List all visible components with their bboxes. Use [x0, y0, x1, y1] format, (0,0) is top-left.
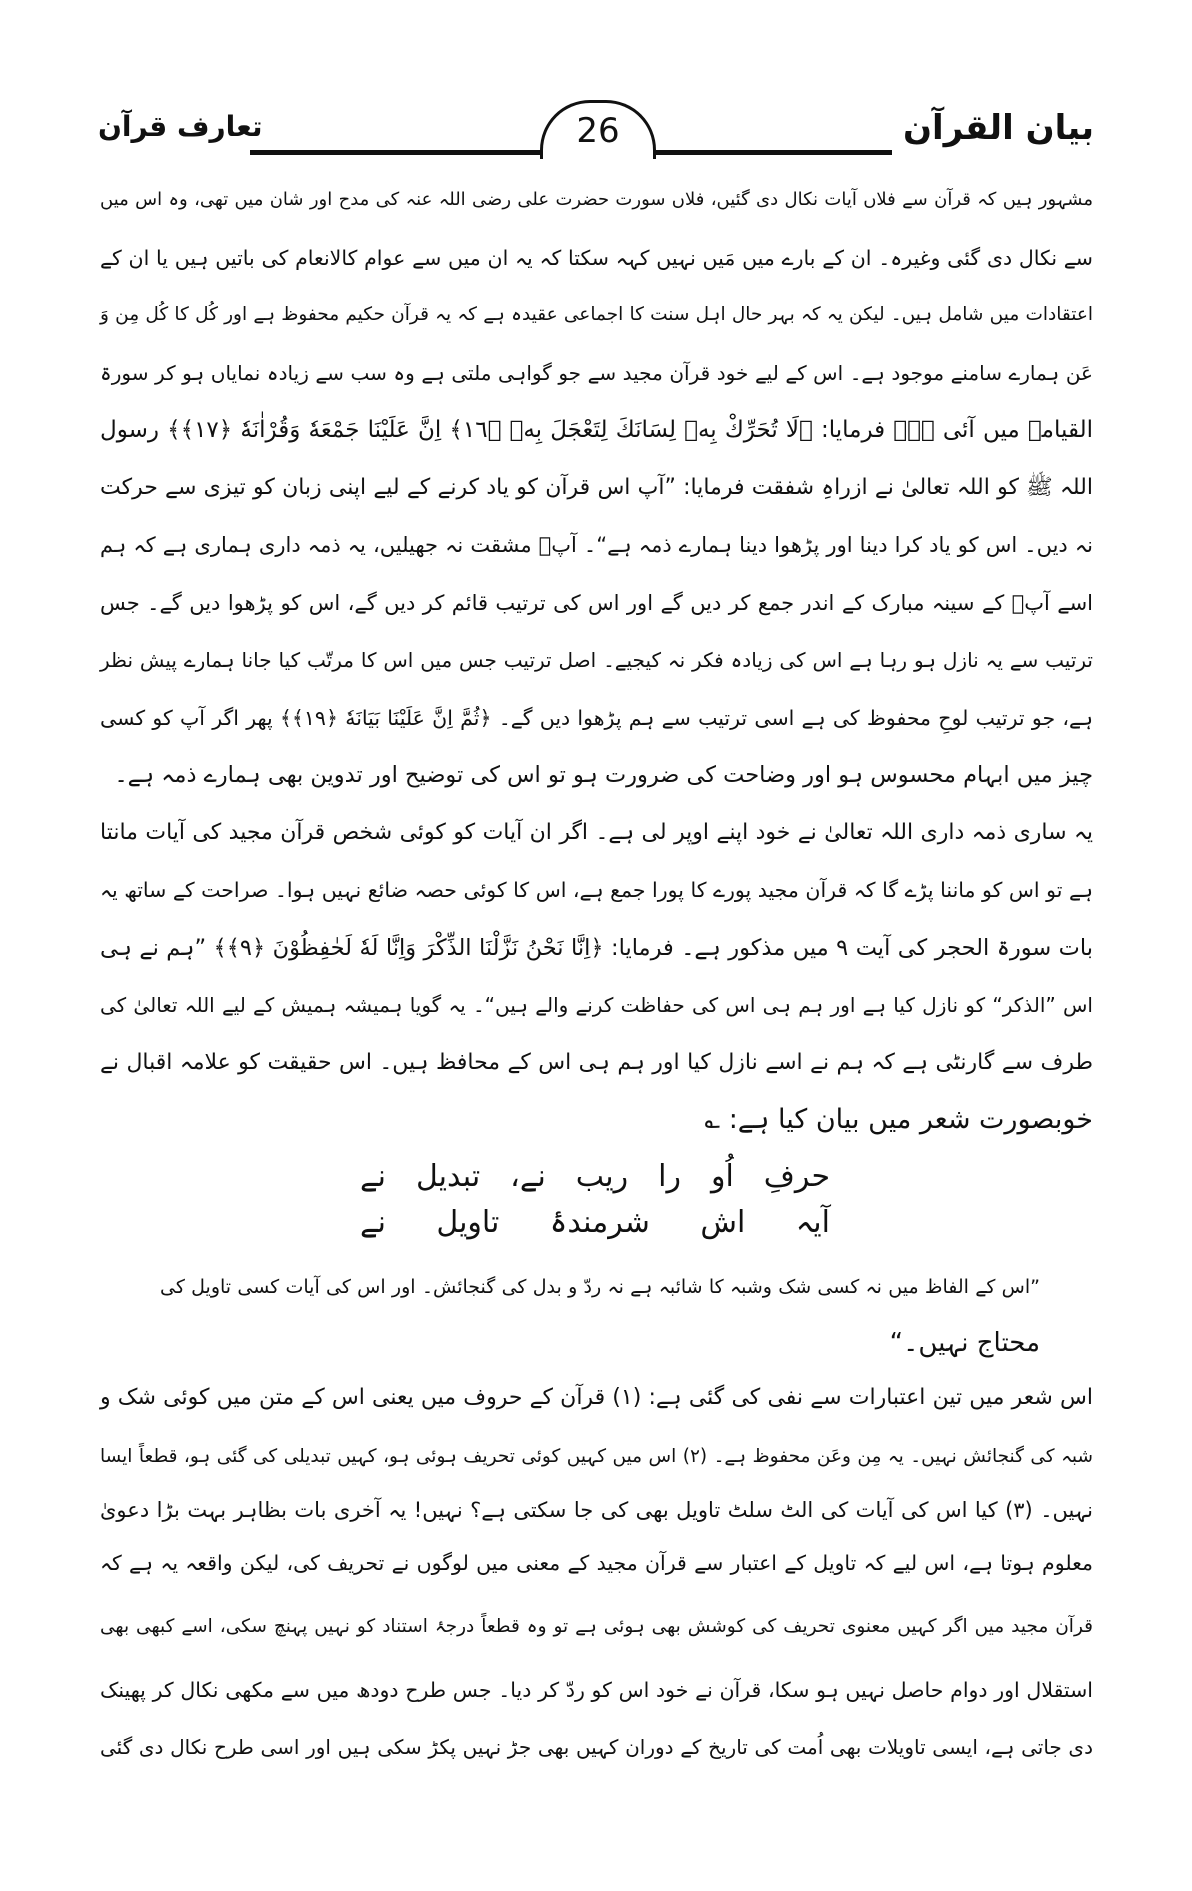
text-line: اسے آپؐ کے سینہ مبارک کے اندر جمع کر دیں گے اور اس کی ترتیب قائم کر دیں گے، اس کو پڑھوا دیں گے۔ جس	[100, 590, 1093, 615]
text-line: دی جاتی ہے، ایسی تاویلات بھی اُمت کی تاریخ کے دوران کہیں بھی جڑ نہیں پکڑ سکی ہیں اور اسی طرح نکال دی گئی	[100, 1735, 1093, 1759]
text-line: استقلال اور دوام حاصل نہیں ہو سکا، قرآن نے خود اس کو ردّ کر دیا۔ جس طرح دودھ میں سے مکھی نکال کر پھینک	[100, 1678, 1093, 1702]
text-line: ترتیب سے یہ نازل ہو رہا ہے اس کی زیادہ فکر نہ کیجیے۔ اصل ترتیب جس میں اس کا مرتّب کیا جانا ہمارے پیش نظر	[100, 648, 1093, 672]
header-rule-left	[250, 150, 542, 155]
couplet-line: آیہ اش شرمندۂ تاویل نے	[360, 1205, 830, 1240]
text-line: بات سورۃ الحجر کی آیت ۹ میں مذکور ہے۔ فرمایا: ﴿اِنَّا نَحْنُ نَزَّلْنَا الذِّكْرَ وَاِنَّا لَهٗ لَحٰفِظُوْنَ ﴿٩﴾﴾ ”ہم نے ہی	[100, 934, 1093, 961]
text-line: قرآن مجید میں اگر کہیں معنوی تحریف کی کوشش بھی ہوئی ہے تو وہ قطعاً درجۂ استناد کو نہیں پہنچ سکی، اسے کبھی بھی	[100, 1616, 1093, 1637]
translation-line: ”اس کے الفاظ میں نہ کسی شک وشبہ کا شائبہ ہے نہ ردّ و بدل کی گنجائش۔ اور اس کی آیات کسی تاویل کی	[160, 1276, 1040, 1298]
text-line: طرف سے گارنٹی ہے کہ ہم نے اسے نازل کیا اور ہم ہی اس کے محافظ ہیں۔ اس حقیقت کو علامہ اقبال نے	[100, 1049, 1093, 1075]
text-line: اعتقادات میں شامل ہیں۔ لیکن یہ کہ بہر حال اہل سنت کا اجماعی عقیدہ ہے کہ یہ قرآن حکیم محفوظ ہے اور کُل کا کُل مِن وَ	[100, 304, 1093, 325]
header-rule-right	[650, 150, 892, 155]
text-line: چیز میں ابہام محسوس ہو اور وضاحت کی ضرورت ہو تو اس کی توضیح اور تدوین بھی ہمارے ذمہ ہے۔	[114, 762, 1093, 788]
text-line: سے نکال دی گئی وغیرہ۔ ان کے بارے میں مَیں نہیں کہہ سکتا کہ یہ ان میں سے عوام کالانعام کی باتیں ہیں یا ان کے	[100, 245, 1093, 270]
text-line: اس ”الذکر“ کو نازل کیا ہے اور ہم ہی اس کی حفاظت کرنے والے ہیں“۔ یہ گویا ہمیشہ ہمیش کے لیے اللہ تعالیٰ کی	[100, 993, 1093, 1017]
page-number: 26	[540, 100, 656, 159]
text-line: اللہ ﷺ کو اللہ تعالیٰ نے ازراہِ شفقت فرمایا: ”آپ اس قرآن کو یاد کرنے کے لیے اپنی زبان کو تیزی سے حرکت	[100, 474, 1093, 500]
text-line: ہے تو اس کو ماننا پڑے گا کہ قرآن مجید پورے کا پورا جمع ہے، اس کا کوئی حصہ ضائع نہیں ہوا۔ صراحت کے ساتھ یہ	[100, 878, 1093, 902]
text-line: شبہ کی گنجائش نہیں۔ یہ مِن وعَن محفوظ ہے۔ (۲) اس میں کہیں کوئی تحریف ہوئی ہو، کہیں تبدیلی کی گئی ہو، قطعاً ایسا	[100, 1446, 1093, 1467]
text-line: نہیں۔ (۳) کیا اس کی آیات کی الٹ سلٹ تاویل بھی کی جا سکتی ہے؟ نہیں! یہ آخری بات بظاہر بہت بڑا دعویٰ	[100, 1498, 1093, 1522]
text-line: معلوم ہوتا ہے، اس لیے کہ تاویل کے اعتبار سے قرآن مجید کے معنی میں لوگوں نے تحریف کی، لیکن واقعہ یہ ہے کہ	[100, 1551, 1093, 1575]
text-line: اس شعر میں تین اعتبارات سے نفی کی گئی ہے: (۱) قرآن کے حروف میں یعنی اس کے متن میں کوئی شک و	[100, 1385, 1093, 1410]
section-title: تعارف قرآن	[98, 110, 263, 143]
text-line: عَن ہمارے سامنے موجود ہے۔ اس کے لیے خود قرآن مجید سے جو گواہی ملتی ہے وہ سب سے زیادہ نمایاں ہو کر سورۃ	[100, 360, 1093, 385]
text-line: یہ ساری ذمہ داری اللہ تعالیٰ نے خود اپنے اوپر لی ہے۔ اگر ان آیات کو کوئی شخص قرآن مجید کی آیات مانتا	[100, 819, 1093, 845]
text-line: القیامہ میں آئی ہے۔ فرمایا: ﴿لَا تُحَرِّكْ بِهٖ لِسَانَكَ لِتَعْجَلَ بِهٖ ﴿١٦﴾ اِنَّ عَلَيْنَا جَمْعَهٗ وَقُرْاٰنَهٗ ﴿١٧﴾﴾ رسول	[100, 417, 1093, 443]
book-title: بیان القرآن	[903, 108, 1094, 148]
translation-line: محتاج نہیں۔“	[889, 1328, 1040, 1358]
couplet-line: حرفِ اُو را ریب نے، تبدیل نے	[360, 1159, 830, 1194]
text-line: خوبصورت شعر میں بیان کیا ہے: ؎	[704, 1104, 1093, 1135]
text-line: نہ دیں۔ اس کو یاد کرا دینا اور پڑھوا دینا ہمارے ذمہ ہے“۔ آپؐ مشقت نہ جھیلیں، یہ ذمہ داری ہماری ہے کہ ہم	[100, 533, 1093, 557]
text-line: ہے، جو ترتیب لوحِ محفوظ کی ہے اسی ترتیب سے ہم پڑھوا دیں گے۔ ﴿ثُمَّ اِنَّ عَلَيْنَا بَيَانَهٗ ﴿١٩﴾﴾ پھر اگر آپ کو کسی	[100, 705, 1093, 730]
text-line: مشہور ہیں کہ قرآن سے فلاں آیات نکال دی گئیں، فلاں سورت حضرت علی رضی اللہ عنہ کی مدح اور شان میں تھی، وہ اس میں	[100, 189, 1093, 210]
